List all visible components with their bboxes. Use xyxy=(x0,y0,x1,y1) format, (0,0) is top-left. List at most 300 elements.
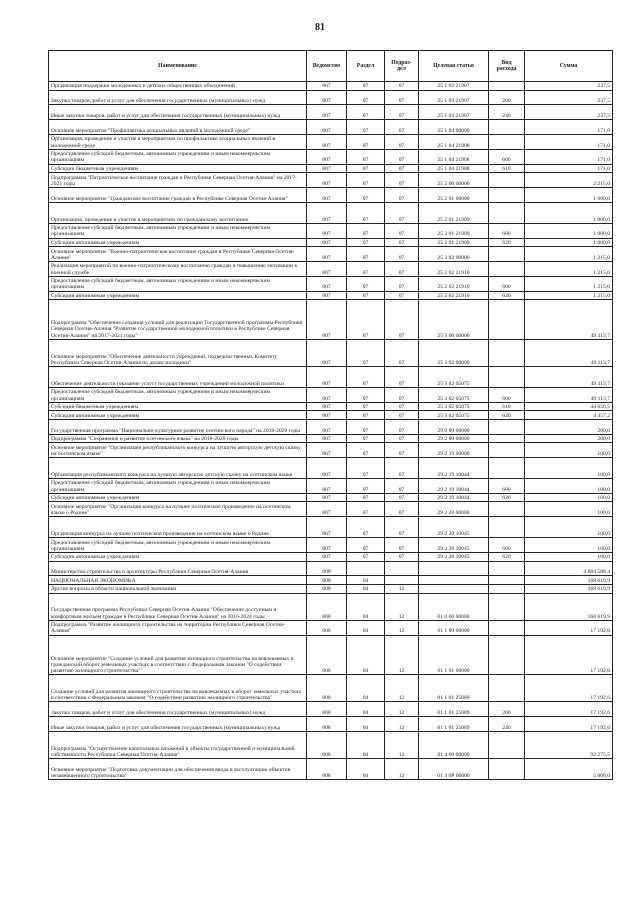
cell-name: Закупка товаров, работ и услуг для обеспечения государственных (муниципальных) нужд xyxy=(49,90,307,105)
cell-name: Предоставление субсидий бюджетным, автономным учреждениям и иным некоммерческим организациям xyxy=(49,387,307,402)
cell-name: Субсидии бюджетным учреждениям xyxy=(49,402,307,411)
cell-name: Предоставление субсидий бюджетным, автономным учреждениям и иным некоммерческим организациям xyxy=(49,276,307,291)
cell-department: 807 xyxy=(307,202,347,223)
cell-expense-type: 620 xyxy=(489,238,525,247)
cell-name: Основное мероприятие "Военно-патриотическое воспитание граждан в Республике Северная Осетия-Алания" xyxy=(49,247,307,262)
cell-subsection: 12 xyxy=(385,593,419,620)
table-row xyxy=(49,458,613,479)
cell-target-article: 25 1 03 21907 xyxy=(419,90,489,105)
cell-section: 04 xyxy=(347,675,385,702)
cell-target-article: 01 4 00 00000 xyxy=(419,732,489,759)
cell-subsection: 07 xyxy=(385,419,419,434)
cell-section: 07 xyxy=(347,238,385,247)
cell-amount: 100,0 xyxy=(525,458,613,479)
cell-target-article: 25 3 00 00000 xyxy=(419,300,489,340)
cell-amount: 1 000,0 xyxy=(525,202,613,223)
header-section: Раздел xyxy=(347,51,385,82)
cell-subsection: 07 xyxy=(385,479,419,494)
cell-expense-type xyxy=(489,187,525,202)
cell-subsection: 07 xyxy=(385,502,419,517)
cell-section: 07 xyxy=(347,149,385,164)
table-row xyxy=(49,187,613,202)
table-row xyxy=(49,339,613,366)
cell-subsection: 07 xyxy=(385,247,419,262)
cell-section: 04 xyxy=(347,576,385,585)
cell-target-article: 01 0 00 00000 xyxy=(419,593,489,620)
cell-department: 807 xyxy=(307,434,347,443)
cell-section: 07 xyxy=(347,493,385,502)
cell-expense-type xyxy=(489,593,525,620)
cell-target-article: 29 0 00 00000 xyxy=(419,419,489,434)
cell-target-article: 25 1 04 21908 xyxy=(419,164,489,173)
cell-subsection: 07 xyxy=(385,105,419,120)
table-row xyxy=(49,561,613,576)
cell-department: 807 xyxy=(307,538,347,553)
cell-amount: 100,0 xyxy=(525,493,613,502)
cell-target-article: 25 3 02 05075 xyxy=(419,366,489,387)
cell-expense-type: 620 xyxy=(489,291,525,300)
table-row xyxy=(49,134,613,149)
cell-name: Основное мероприятие "Профилактика асоциальных явлений в молодежной среде" xyxy=(49,120,307,135)
table-row xyxy=(49,149,613,164)
cell-amount: 100,0 xyxy=(525,479,613,494)
budget-table xyxy=(48,50,613,780)
cell-name: Основное мероприятие "Гражданское воспитание граждан в Республике Северная Осетия-Алания" xyxy=(49,187,307,202)
cell-name: Организация, проведение и участие в мероприятиях по профилактике асоциальных явлений в молодежной среде xyxy=(49,134,307,149)
cell-subsection: 07 xyxy=(385,149,419,164)
cell-target-article: 01 4 0Р 00000 xyxy=(419,759,489,780)
cell-section: 07 xyxy=(347,419,385,434)
table-row xyxy=(49,419,613,434)
cell-target-article: 01 1 01 00000 xyxy=(419,635,489,675)
cell-expense-type xyxy=(489,502,525,517)
cell-name: Иные закупки товаров, работ и услуг для обеспечения государственных (муниципальных) нужд xyxy=(49,717,307,732)
cell-target-article: 01 1 01 25089 xyxy=(419,675,489,702)
cell-target-article: 25 1 03 21907 xyxy=(419,82,489,91)
cell-section xyxy=(347,561,385,576)
table-row xyxy=(49,538,613,553)
cell-name: Основное мероприятие "Организация конкурса на лучшее поэтическое произведение на осетинском языке о Родине" xyxy=(49,502,307,517)
cell-subsection: 07 xyxy=(385,411,419,420)
cell-subsection: 07 xyxy=(385,164,419,173)
cell-subsection: 07 xyxy=(385,517,419,538)
cell-name: Подпрограмма "Осуществление капитальных вложений в объекты государственной и муниципальной собственности Республики Северная Осетия-Алания" xyxy=(49,732,307,759)
table-row xyxy=(49,493,613,502)
cell-department: 808 xyxy=(307,576,347,585)
cell-subsection xyxy=(385,561,419,576)
cell-target-article: 25 2 01 21909 xyxy=(419,238,489,247)
cell-target-article: 25 2 01 21909 xyxy=(419,223,489,238)
cell-subsection: 07 xyxy=(385,300,419,340)
cell-department: 807 xyxy=(307,134,347,149)
table-row xyxy=(49,576,613,585)
cell-name: Субсидии автономным учреждениям xyxy=(49,411,307,420)
cell-target-article: 29 2 20 10045 xyxy=(419,538,489,553)
cell-department: 808 xyxy=(307,620,347,635)
cell-amount: 44 656,5 xyxy=(525,402,613,411)
cell-expense-type: 600 xyxy=(489,538,525,553)
cell-name: Иные закупки товаров, работ и услуг для обеспечения государственных (муниципальных) нужд xyxy=(49,105,307,120)
cell-target-article: 25 3 02 05075 xyxy=(419,402,489,411)
cell-subsection: 12 xyxy=(385,620,419,635)
table-row xyxy=(49,593,613,620)
table-row xyxy=(49,759,613,780)
cell-name: Государственная программа "Национально-культурное развитие осетинского народа" на 2018-2020 годы xyxy=(49,419,307,434)
cell-expense-type xyxy=(489,173,525,188)
cell-name: Реализация мероприятий по военно-патриотическому воспитанию граждан и повышению мотивации к военной службе xyxy=(49,261,307,276)
cell-department: 807 xyxy=(307,238,347,247)
cell-department: 807 xyxy=(307,105,347,120)
cell-subsection: 12 xyxy=(385,702,419,717)
cell-department: 808 xyxy=(307,635,347,675)
cell-department: 807 xyxy=(307,493,347,502)
table-row xyxy=(49,387,613,402)
cell-section: 07 xyxy=(347,300,385,340)
cell-amount: 49 113,7 xyxy=(525,339,613,366)
table-row xyxy=(49,702,613,717)
cell-expense-type xyxy=(489,759,525,780)
cell-name: Государственная программа Республики Северная Осетия-Алания "Обеспечение доступным и комфортным жильем граждан в Республике Северная Осетия-Алания" на 2016-2024 годы xyxy=(49,593,307,620)
cell-expense-type xyxy=(489,675,525,702)
header-target-article: Целевая статья xyxy=(419,51,489,82)
table-header-row xyxy=(49,51,613,82)
cell-target-article: 25 2 02 00000 xyxy=(419,247,489,262)
cell-expense-type: 600 xyxy=(489,149,525,164)
cell-expense-type xyxy=(489,443,525,458)
cell-name: Подпрограмма "Развитие жилищного строительства на территории Республики Северная Осетия-Алания" xyxy=(49,620,307,635)
cell-amount: 49 113,7 xyxy=(525,300,613,340)
cell-section: 04 xyxy=(347,702,385,717)
table-row xyxy=(49,164,613,173)
cell-department: 807 xyxy=(307,300,347,340)
cell-subsection: 12 xyxy=(385,675,419,702)
cell-subsection: 07 xyxy=(385,276,419,291)
cell-department: 807 xyxy=(307,402,347,411)
cell-name: Предоставление субсидий бюджетным, автономным учреждениям и иным некоммерческим организациям xyxy=(49,149,307,164)
cell-section: 07 xyxy=(347,339,385,366)
cell-department: 807 xyxy=(307,443,347,458)
cell-amount: 1 215,0 xyxy=(525,261,613,276)
table-row xyxy=(49,717,613,732)
cell-target-article: 25 3 02 05075 xyxy=(419,411,489,420)
cell-expense-type: 610 xyxy=(489,402,525,411)
header-expense-type: Вид расхода xyxy=(489,51,525,82)
cell-department: 807 xyxy=(307,247,347,262)
cell-expense-type xyxy=(489,561,525,576)
cell-expense-type xyxy=(489,517,525,538)
cell-department: 808 xyxy=(307,593,347,620)
cell-name: Основное мероприятие "Организация республиканского конкурса на лучшую авторскую детскую сказку на осетинском языке" xyxy=(49,443,307,458)
cell-subsection: 07 xyxy=(385,402,419,411)
page-number: 81 xyxy=(315,22,325,33)
cell-amount: 92 275,5 xyxy=(525,732,613,759)
cell-amount: 200,0 xyxy=(525,434,613,443)
cell-subsection: 12 xyxy=(385,635,419,675)
cell-expense-type xyxy=(489,620,525,635)
cell-section: 07 xyxy=(347,291,385,300)
cell-section: 07 xyxy=(347,134,385,149)
cell-subsection: 07 xyxy=(385,291,419,300)
table-row xyxy=(49,238,613,247)
cell-expense-type: 600 xyxy=(489,479,525,494)
cell-expense-type xyxy=(489,585,525,594)
cell-expense-type xyxy=(489,732,525,759)
cell-section: 07 xyxy=(347,434,385,443)
cell-section: 04 xyxy=(347,585,385,594)
cell-expense-type xyxy=(489,82,525,91)
cell-amount: 237,5 xyxy=(525,105,613,120)
cell-department: 808 xyxy=(307,585,347,594)
table-row xyxy=(49,411,613,420)
cell-name: Обеспечение деятельности (оказание услуг) государственных учреждений молодежной политики xyxy=(49,366,307,387)
table-row xyxy=(49,479,613,494)
cell-department: 808 xyxy=(307,732,347,759)
table-row xyxy=(49,223,613,238)
cell-name: Подпрограмма "Обеспечение создания условий для реализации Государственной программы Республики Северная Осетия-Алания "Развитие государственной молодежной политики в Республике Северная Осетия-Алания" на 2017-2021 годы" xyxy=(49,300,307,340)
cell-amount: 237,5 xyxy=(525,82,613,91)
cell-name: Организация поддержки молодежных и детских общественных объединений xyxy=(49,82,307,91)
cell-target-article: 29 2 19 10044 xyxy=(419,479,489,494)
cell-amount: 17 192,6 xyxy=(525,717,613,732)
cell-expense-type: 200 xyxy=(489,702,525,717)
cell-department: 807 xyxy=(307,82,347,91)
cell-name: Субсидии автономным учреждениям xyxy=(49,238,307,247)
header-department: Ведомство xyxy=(307,51,347,82)
table-row xyxy=(49,517,613,538)
cell-subsection: 07 xyxy=(385,366,419,387)
cell-section: 07 xyxy=(347,366,385,387)
table-row xyxy=(49,247,613,262)
header-amount: Сумма xyxy=(525,51,613,82)
cell-section: 07 xyxy=(347,202,385,223)
cell-amount: 17 192,6 xyxy=(525,702,613,717)
cell-name: Подпрограмма "Патриотическое воспитание граждан в Республике Северная Осетия-Алания" на 2017-2021 годы xyxy=(49,173,307,188)
cell-subsection: 07 xyxy=(385,120,419,135)
cell-amount: 171,0 xyxy=(525,134,613,149)
cell-department: 807 xyxy=(307,276,347,291)
cell-department: 807 xyxy=(307,411,347,420)
cell-section: 07 xyxy=(347,82,385,91)
cell-name: Субсидии автономным учреждениям xyxy=(49,493,307,502)
cell-name: Организация республиканского конкурса на лучшую авторскую детскую сказку на осетинском языке xyxy=(49,458,307,479)
cell-department: 808 xyxy=(307,717,347,732)
cell-department: 807 xyxy=(307,502,347,517)
cell-subsection: 07 xyxy=(385,434,419,443)
cell-section: 07 xyxy=(347,502,385,517)
table-row xyxy=(49,402,613,411)
cell-department: 808 xyxy=(307,702,347,717)
cell-subsection: 12 xyxy=(385,717,419,732)
cell-name: Подпрограмма "Сохранение и развитие осетинского языка" на 2018-2020 годы xyxy=(49,434,307,443)
cell-department: 807 xyxy=(307,458,347,479)
cell-expense-type xyxy=(489,120,525,135)
cell-section: 07 xyxy=(347,173,385,188)
cell-target-article: 25 1 04 21908 xyxy=(419,149,489,164)
cell-target-article xyxy=(419,561,489,576)
cell-amount: 168 619,9 xyxy=(525,585,613,594)
cell-subsection: 07 xyxy=(385,458,419,479)
cell-subsection: 07 xyxy=(385,187,419,202)
cell-target-article: 01 1 01 25089 xyxy=(419,702,489,717)
cell-name: Министерство строительства и архитектуры Республики Северная Осетия-Алания xyxy=(49,561,307,576)
cell-department: 807 xyxy=(307,187,347,202)
table-row xyxy=(49,120,613,135)
cell-target-article: 25 2 00 00000 xyxy=(419,173,489,188)
cell-target-article: 25 3 02 00000 xyxy=(419,339,489,366)
cell-subsection: 07 xyxy=(385,387,419,402)
cell-target-article: 29 2 00 00000 xyxy=(419,434,489,443)
cell-expense-type xyxy=(489,339,525,366)
cell-subsection: 07 xyxy=(385,238,419,247)
cell-target-article: 01 1 01 25089 xyxy=(419,717,489,732)
cell-expense-type xyxy=(489,202,525,223)
cell-subsection: 07 xyxy=(385,339,419,366)
cell-expense-type: 600 xyxy=(489,223,525,238)
cell-department: 807 xyxy=(307,261,347,276)
cell-amount: 171,0 xyxy=(525,149,613,164)
cell-section: 04 xyxy=(347,759,385,780)
cell-section: 07 xyxy=(347,164,385,173)
cell-department: 808 xyxy=(307,675,347,702)
table-row xyxy=(49,443,613,458)
cell-target-article: 25 3 02 05075 xyxy=(419,387,489,402)
cell-target-article: 25 2 01 21909 xyxy=(419,202,489,223)
cell-expense-type xyxy=(489,300,525,340)
cell-section: 04 xyxy=(347,620,385,635)
cell-amount: 49 113,7 xyxy=(525,387,613,402)
cell-department: 807 xyxy=(307,553,347,562)
header-name: Наименование xyxy=(49,51,307,82)
table-row xyxy=(49,434,613,443)
table-row xyxy=(49,82,613,91)
cell-amount: 171,0 xyxy=(525,120,613,135)
cell-expense-type xyxy=(489,434,525,443)
cell-department: 808 xyxy=(307,561,347,576)
cell-amount: 100,0 xyxy=(525,517,613,538)
cell-name: Закупка товаров, работ и услуг для обеспечения государственных (муниципальных) нужд xyxy=(49,702,307,717)
cell-section: 07 xyxy=(347,538,385,553)
cell-expense-type: 620 xyxy=(489,553,525,562)
cell-department: 807 xyxy=(307,366,347,387)
cell-department: 807 xyxy=(307,149,347,164)
cell-section: 07 xyxy=(347,120,385,135)
table-row xyxy=(49,675,613,702)
cell-expense-type: 610 xyxy=(489,164,525,173)
cell-department: 807 xyxy=(307,90,347,105)
cell-expense-type: 620 xyxy=(489,493,525,502)
cell-section: 04 xyxy=(347,593,385,620)
table-row xyxy=(49,261,613,276)
cell-expense-type xyxy=(489,576,525,585)
cell-amount: 100,0 xyxy=(525,443,613,458)
table-row xyxy=(49,635,613,675)
cell-amount: 49 113,7 xyxy=(525,366,613,387)
cell-target-article: 25 2 02 21910 xyxy=(419,291,489,300)
cell-subsection: 07 xyxy=(385,82,419,91)
cell-subsection: 07 xyxy=(385,538,419,553)
table-row xyxy=(49,502,613,517)
cell-expense-type: 240 xyxy=(489,717,525,732)
cell-subsection: 12 xyxy=(385,732,419,759)
cell-subsection: 07 xyxy=(385,90,419,105)
cell-expense-type xyxy=(489,247,525,262)
cell-target-article: 01 1 00 00000 xyxy=(419,620,489,635)
cell-target-article: 29 2 20 00000 xyxy=(419,502,489,517)
cell-section: 07 xyxy=(347,479,385,494)
table-row xyxy=(49,173,613,188)
cell-amount: 5 000,0 xyxy=(525,759,613,780)
cell-subsection xyxy=(385,576,419,585)
table-row xyxy=(49,585,613,594)
cell-name: Предоставление субсидий бюджетным, автономным учреждениям и иным некоммерческим организациям xyxy=(49,479,307,494)
cell-subsection: 07 xyxy=(385,493,419,502)
cell-section: 07 xyxy=(347,443,385,458)
cell-expense-type: 600 xyxy=(489,276,525,291)
table-row xyxy=(49,276,613,291)
header-subsection: Подраз-дел xyxy=(385,51,419,82)
cell-target-article: 25 2 02 21910 xyxy=(419,276,489,291)
cell-section: 07 xyxy=(347,261,385,276)
cell-subsection: 07 xyxy=(385,202,419,223)
cell-amount: 100,0 xyxy=(525,502,613,517)
cell-subsection: 12 xyxy=(385,585,419,594)
cell-section: 07 xyxy=(347,276,385,291)
cell-name: Организация конкурса на лучшее поэтическое произведение на осетинском языке о Родине xyxy=(49,517,307,538)
cell-name: Субсидии автономным учреждениям xyxy=(49,553,307,562)
cell-expense-type xyxy=(489,458,525,479)
cell-name: Основное мероприятие "Создание условий для развития жилищного строительства на вовлекаемых в гражданский оборот земельных участках в соответствии с Федеральным законом "О содействии развитию жилищного строительства"" xyxy=(49,635,307,675)
cell-name: Субсидии автономным учреждениям xyxy=(49,291,307,300)
cell-section: 07 xyxy=(347,553,385,562)
cell-department: 807 xyxy=(307,164,347,173)
table-row xyxy=(49,291,613,300)
cell-target-article: 29 2 19 10044 xyxy=(419,493,489,502)
cell-expense-type: 600 xyxy=(489,387,525,402)
cell-subsection: 12 xyxy=(385,759,419,780)
table-row xyxy=(49,732,613,759)
cell-name: Предоставление субсидий бюджетным, автономным учреждениям и иным некоммерческим организациям xyxy=(49,223,307,238)
cell-subsection: 07 xyxy=(385,443,419,458)
cell-amount: 1 215,0 xyxy=(525,276,613,291)
cell-department: 807 xyxy=(307,517,347,538)
table-row xyxy=(49,300,613,340)
cell-expense-type xyxy=(489,419,525,434)
table-row xyxy=(49,620,613,635)
cell-section: 07 xyxy=(347,223,385,238)
cell-amount: 4 884 588,4 xyxy=(525,561,613,576)
cell-department: 807 xyxy=(307,173,347,188)
cell-target-article: 29 2 19 00000 xyxy=(419,443,489,458)
cell-section: 07 xyxy=(347,187,385,202)
cell-subsection: 07 xyxy=(385,134,419,149)
cell-amount: 17 192,6 xyxy=(525,635,613,675)
cell-amount: 17 192,6 xyxy=(525,620,613,635)
cell-target-article: 25 2 01 00000 xyxy=(419,187,489,202)
table-row xyxy=(49,553,613,562)
cell-amount: 1 000,0 xyxy=(525,238,613,247)
cell-amount: 237,5 xyxy=(525,90,613,105)
cell-section: 07 xyxy=(347,458,385,479)
cell-amount: 168 619,9 xyxy=(525,576,613,585)
cell-amount: 171,0 xyxy=(525,164,613,173)
cell-amount: 100,0 xyxy=(525,538,613,553)
cell-department: 807 xyxy=(307,223,347,238)
cell-section: 07 xyxy=(347,411,385,420)
cell-expense-type xyxy=(489,261,525,276)
cell-department: 807 xyxy=(307,291,347,300)
cell-name: Другие вопросы в области национальной экономики xyxy=(49,585,307,594)
cell-amount: 100,0 xyxy=(525,553,613,562)
